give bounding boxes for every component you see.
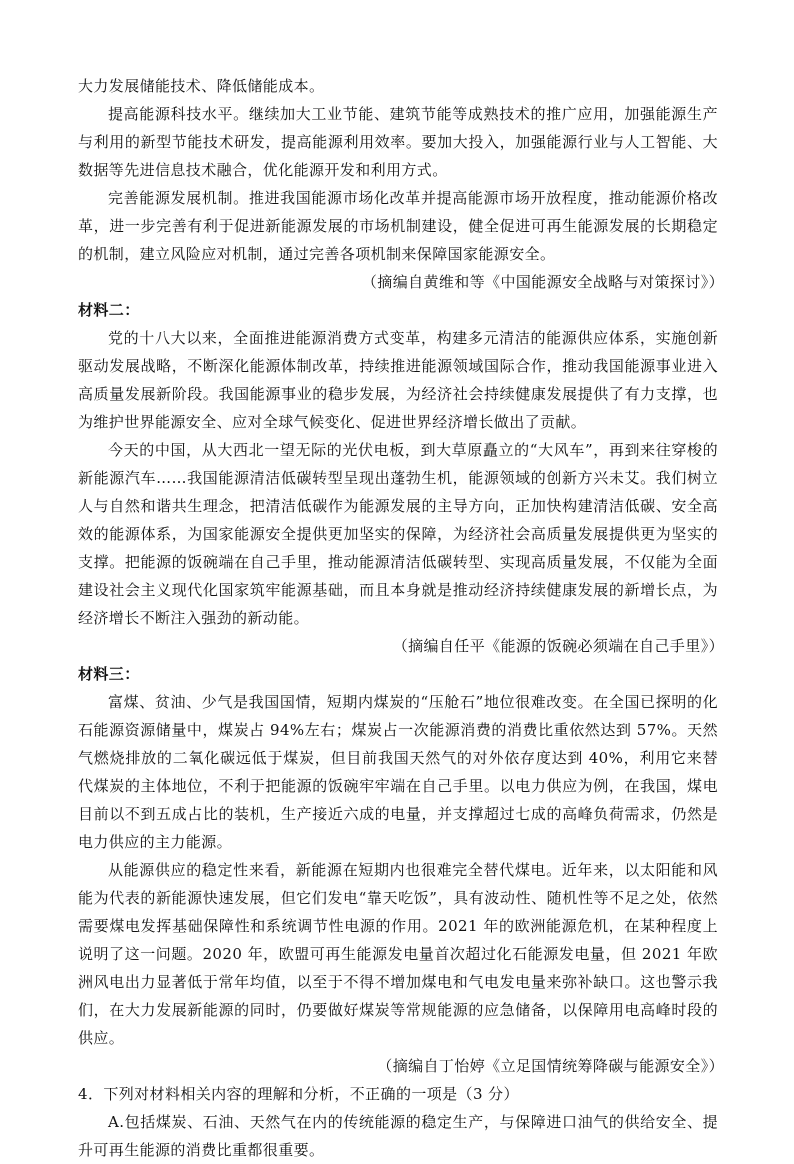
source-1: （摘编自黄维和等《中国能源安全战略与对策探讨》） — [361, 273, 724, 291]
paragraph-3a: 富煤、贫油、少气是我国国情，短期内煤炭的“压舱石”地位很难改变。在全国已探明的化石能源资源储量中，煤炭占 94%左右；煤炭占一次能源消费的消费比重依然达到 57%。天然气燃烧排放的二氧化碳远低于煤炭，但目前我国天然气的对外依存度达到 40%，利用它来替代煤炭的主体地位，不利于把能源的饭碗牢牢端在自己手里。以电力供应为例，在我国，煤电目前以不到五成占比的装机，生产接近六成的电量，并支撑超过七成的高峰负荷需求，仍然是电力供应的主力能源。 — [78, 693, 718, 851]
question-4: 4．下列对材料相关内容的理解和分析，不正确的一项是（3 分） — [78, 1085, 519, 1103]
question-4-option-a: A.包括煤炭、石油、天然气在内的传统能源的稳定生产，与保障进口油气的供给安全、提升可再生能源的消费比重都很重要。 — [78, 1113, 718, 1159]
document-page — [78, 72, 724, 1164]
paragraph-tech: 提高能源科技水平。继续加大工业节能、建筑节能等成熟技术的推广应用，加强能源生产与利用的新型节能技术研发，提高能源利用效率。要加大投入，加强能源行业与人工智能、大数据等先进信息技术融合，优化能源开发和利用方式。 — [78, 105, 718, 179]
paragraph-2a: 党的十八大以来，全面推进能源消费方式变革，构建多元清洁的能源供应体系，实施创新驱动发展战略，不断深化能源体制改革，持续推进能源领域国际合作，推动我国能源事业进入高质量发展新阶段。我国能源事业的稳步发展，为经济社会持续健康发展提供了有力支撑，也为维护世界能源安全、应对全球气候变化、促进世界经济增长做出了贡献。 — [78, 329, 718, 431]
heading-material-2: 材料二： — [78, 301, 140, 319]
heading-material-3: 材料三： — [78, 665, 140, 683]
paragraph-2b: 今天的中国，从大西北一望无际的光伏电板，到大草原矗立的“大风车”，再到来往穿梭的新能源汽车……我国能源清洁低碳转型呈现出蓬勃生机，能源领域的创新方兴未艾。我们树立人与自然和谐共生理念，把清洁低碳作为能源发展的主导方向，正加快构建清洁低碳、安全高效的能源体系，为国家能源安全提供更加坚实的保障，为经济社会高质量发展提供更为坚实的支撑。把能源的饭碗端在自己手里，推动能源清洁低碳转型、实现高质量发展，不仅能为全面建设社会主义现代化国家筑牢能源基础，而且本身就是推动经济持续健康发展的新增长点，为经济增长不断注入强劲的新动能。 — [78, 441, 718, 627]
paragraph-mechanism: 完善能源发展机制。推进我国能源市场化改革并提高能源市场开放程度，推动能源价格改革，进一步完善有利于促进新能源发展的市场机制建设，健全促进可再生能源发展的长期稳定的机制，建立风险应对机制，通过完善各项机制来保障国家能源安全。 — [78, 189, 718, 263]
source-2: （摘编自任平《能源的饭碗必须端在自己手里》） — [392, 637, 724, 655]
paragraph-3b: 从能源供应的稳定性来看，新能源在短期内也很难完全替代煤电。近年来，以太阳能和风能为代表的新能源快速发展，但它们发电“靠天吃饭”，具有波动性、随机性等不足之处，依然需要煤电发挥基础保障性和系统调节性电源的作用。2021 年的欧洲能源危机，在某种程度上说明了这一问题。2020 年，欧盟可再生能源发电量首次超过化石能源发电量，但 2021 年欧洲风电出力显著低于常年均值，以至于不得不增加煤电和气电发电量来弥补缺口。这也警示我们，在大力发展新能源的同时，仍要做好煤炭等常规能源的应急储备，以保障用电高峰时段的供应。 — [78, 861, 718, 1047]
source-3: （摘编自丁怡婷《立足国情统筹降碳与能源安全》） — [377, 1057, 724, 1075]
paragraph-intro: 大力发展储能技术、降低储能成本。 — [78, 77, 325, 95]
